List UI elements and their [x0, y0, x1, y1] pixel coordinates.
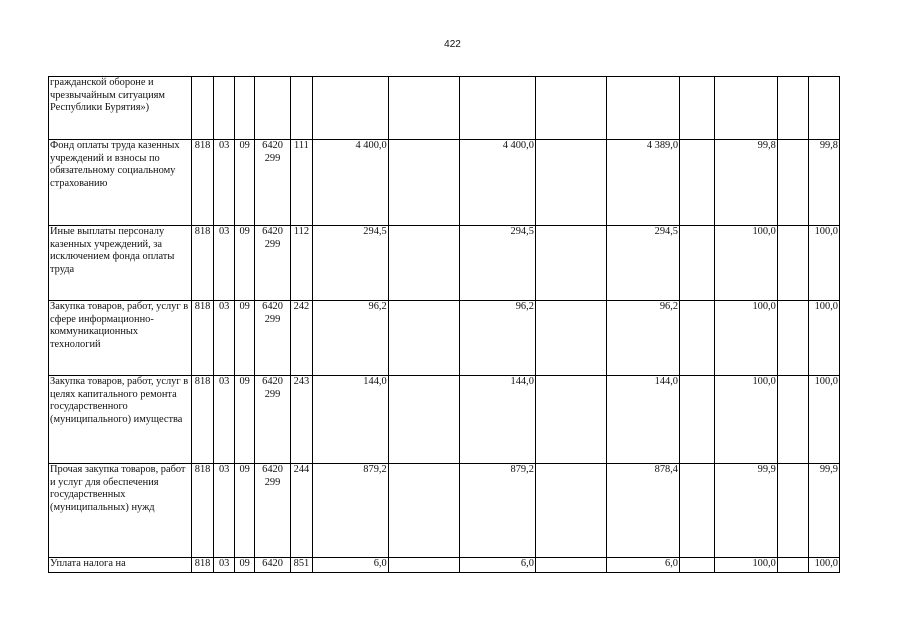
- empty-cell: [535, 77, 607, 140]
- executed-amount-cell: 294,5: [607, 226, 680, 301]
- section-code-cell: 03: [214, 464, 235, 558]
- subsection-code-cell: 09: [235, 226, 255, 301]
- table-row: [49, 140, 840, 226]
- percent-of-refined-cell: 99,8: [809, 140, 840, 226]
- empty-cell: [388, 464, 460, 558]
- empty-cell: [680, 464, 715, 558]
- grbs-code-cell: [192, 77, 214, 140]
- target-article-cell: 6420 299: [255, 140, 291, 226]
- target-article-cell: 6420 299: [255, 464, 291, 558]
- plan-amount-cell: 96,2: [312, 301, 388, 376]
- percent-of-refined-cell: 100,0: [809, 376, 840, 464]
- empty-cell: [535, 226, 607, 301]
- section-code-cell: 03: [214, 301, 235, 376]
- row-name-cell: Фонд оплаты труда казенных учреждений и взносы по обязательному социальному страхованию: [49, 140, 192, 226]
- executed-amount-cell: [607, 77, 680, 140]
- refined-plan-amount-cell: 144,0: [460, 376, 536, 464]
- executed-amount-cell: 96,2: [607, 301, 680, 376]
- executed-amount-cell: 4 389,0: [607, 140, 680, 226]
- plan-amount-cell: 294,5: [312, 226, 388, 301]
- empty-cell: [777, 77, 809, 140]
- section-code-cell: 03: [214, 140, 235, 226]
- table-row: [49, 464, 840, 558]
- row-name-cell: Иные выплаты персоналу казенных учреждений, за исключением фонда оплаты труда: [49, 226, 192, 301]
- grbs-code-cell: 818: [192, 301, 214, 376]
- executed-amount-cell: 6,0: [607, 558, 680, 573]
- subsection-code-cell: 09: [235, 140, 255, 226]
- target-article-cell: 6420 299: [255, 301, 291, 376]
- table-row: [49, 77, 840, 140]
- percent-of-refined-cell: 100,0: [809, 558, 840, 573]
- percent-of-plan-cell: 99,8: [714, 140, 777, 226]
- row-name-cell: Закупка товаров, работ, услуг в целях капитального ремонта государственного (муниципального) имущества: [49, 376, 192, 464]
- percent-of-refined-cell: 99,9: [809, 464, 840, 558]
- plan-amount-cell: [312, 77, 388, 140]
- subsection-code-cell: 09: [235, 464, 255, 558]
- empty-cell: [388, 558, 460, 573]
- percent-of-plan-cell: 100,0: [714, 376, 777, 464]
- empty-cell: [777, 226, 809, 301]
- percent-of-plan-cell: 100,0: [714, 558, 777, 573]
- empty-cell: [777, 464, 809, 558]
- subsection-code-cell: 09: [235, 301, 255, 376]
- empty-cell: [680, 376, 715, 464]
- empty-cell: [680, 140, 715, 226]
- table-row: [49, 301, 840, 376]
- empty-cell: [535, 140, 607, 226]
- percent-of-refined-cell: [809, 77, 840, 140]
- subsection-code-cell: [235, 77, 255, 140]
- expense-type-cell: 112: [290, 226, 312, 301]
- target-article-cell: [255, 77, 291, 140]
- percent-of-refined-cell: 100,0: [809, 301, 840, 376]
- target-article-cell: 6420: [255, 558, 291, 573]
- row-name-cell: Уплата налога на: [49, 558, 192, 573]
- empty-cell: [535, 558, 607, 573]
- section-code-cell: 03: [214, 376, 235, 464]
- subsection-code-cell: 09: [235, 558, 255, 573]
- percent-of-plan-cell: [714, 77, 777, 140]
- empty-cell: [388, 301, 460, 376]
- empty-cell: [388, 376, 460, 464]
- grbs-code-cell: 818: [192, 140, 214, 226]
- target-article-cell: 6420 299: [255, 226, 291, 301]
- row-name-cell: гражданской обороне и чрезвычайным ситуациям Республики Бурятия»): [49, 77, 192, 140]
- subsection-code-cell: 09: [235, 376, 255, 464]
- refined-plan-amount-cell: [460, 77, 536, 140]
- expense-type-cell: 111: [290, 140, 312, 226]
- executed-amount-cell: 878,4: [607, 464, 680, 558]
- budget-execution-table: [48, 76, 840, 573]
- percent-of-plan-cell: 100,0: [714, 226, 777, 301]
- refined-plan-amount-cell: 294,5: [460, 226, 536, 301]
- expense-type-cell: [290, 77, 312, 140]
- expense-type-cell: 242: [290, 301, 312, 376]
- empty-cell: [388, 226, 460, 301]
- plan-amount-cell: 879,2: [312, 464, 388, 558]
- percent-of-plan-cell: 100,0: [714, 301, 777, 376]
- executed-amount-cell: 144,0: [607, 376, 680, 464]
- section-code-cell: [214, 77, 235, 140]
- expense-type-cell: 851: [290, 558, 312, 573]
- row-name-cell: Закупка товаров, работ, услуг в сфере информационно-коммуникационных технологий: [49, 301, 192, 376]
- empty-cell: [680, 301, 715, 376]
- plan-amount-cell: 6,0: [312, 558, 388, 573]
- refined-plan-amount-cell: 4 400,0: [460, 140, 536, 226]
- table-row: [49, 558, 840, 573]
- grbs-code-cell: 818: [192, 558, 214, 573]
- percent-of-refined-cell: 100,0: [809, 226, 840, 301]
- row-name-cell: Прочая закупка товаров, работ и услуг для обеспечения государственных (муниципальных) нужд: [49, 464, 192, 558]
- plan-amount-cell: 144,0: [312, 376, 388, 464]
- table-row: [49, 226, 840, 301]
- page-number: 422: [444, 39, 461, 50]
- percent-of-plan-cell: 99,9: [714, 464, 777, 558]
- plan-amount-cell: 4 400,0: [312, 140, 388, 226]
- empty-cell: [388, 140, 460, 226]
- grbs-code-cell: 818: [192, 376, 214, 464]
- expense-type-cell: 243: [290, 376, 312, 464]
- table-row: [49, 376, 840, 464]
- grbs-code-cell: 818: [192, 464, 214, 558]
- empty-cell: [777, 140, 809, 226]
- empty-cell: [680, 558, 715, 573]
- empty-cell: [777, 376, 809, 464]
- empty-cell: [680, 77, 715, 140]
- grbs-code-cell: 818: [192, 226, 214, 301]
- refined-plan-amount-cell: 6,0: [460, 558, 536, 573]
- refined-plan-amount-cell: 96,2: [460, 301, 536, 376]
- empty-cell: [388, 77, 460, 140]
- section-code-cell: 03: [214, 226, 235, 301]
- empty-cell: [535, 301, 607, 376]
- empty-cell: [535, 464, 607, 558]
- expense-type-cell: 244: [290, 464, 312, 558]
- empty-cell: [777, 301, 809, 376]
- section-code-cell: 03: [214, 558, 235, 573]
- empty-cell: [535, 376, 607, 464]
- empty-cell: [777, 558, 809, 573]
- refined-plan-amount-cell: 879,2: [460, 464, 536, 558]
- empty-cell: [680, 226, 715, 301]
- target-article-cell: 6420 299: [255, 376, 291, 464]
